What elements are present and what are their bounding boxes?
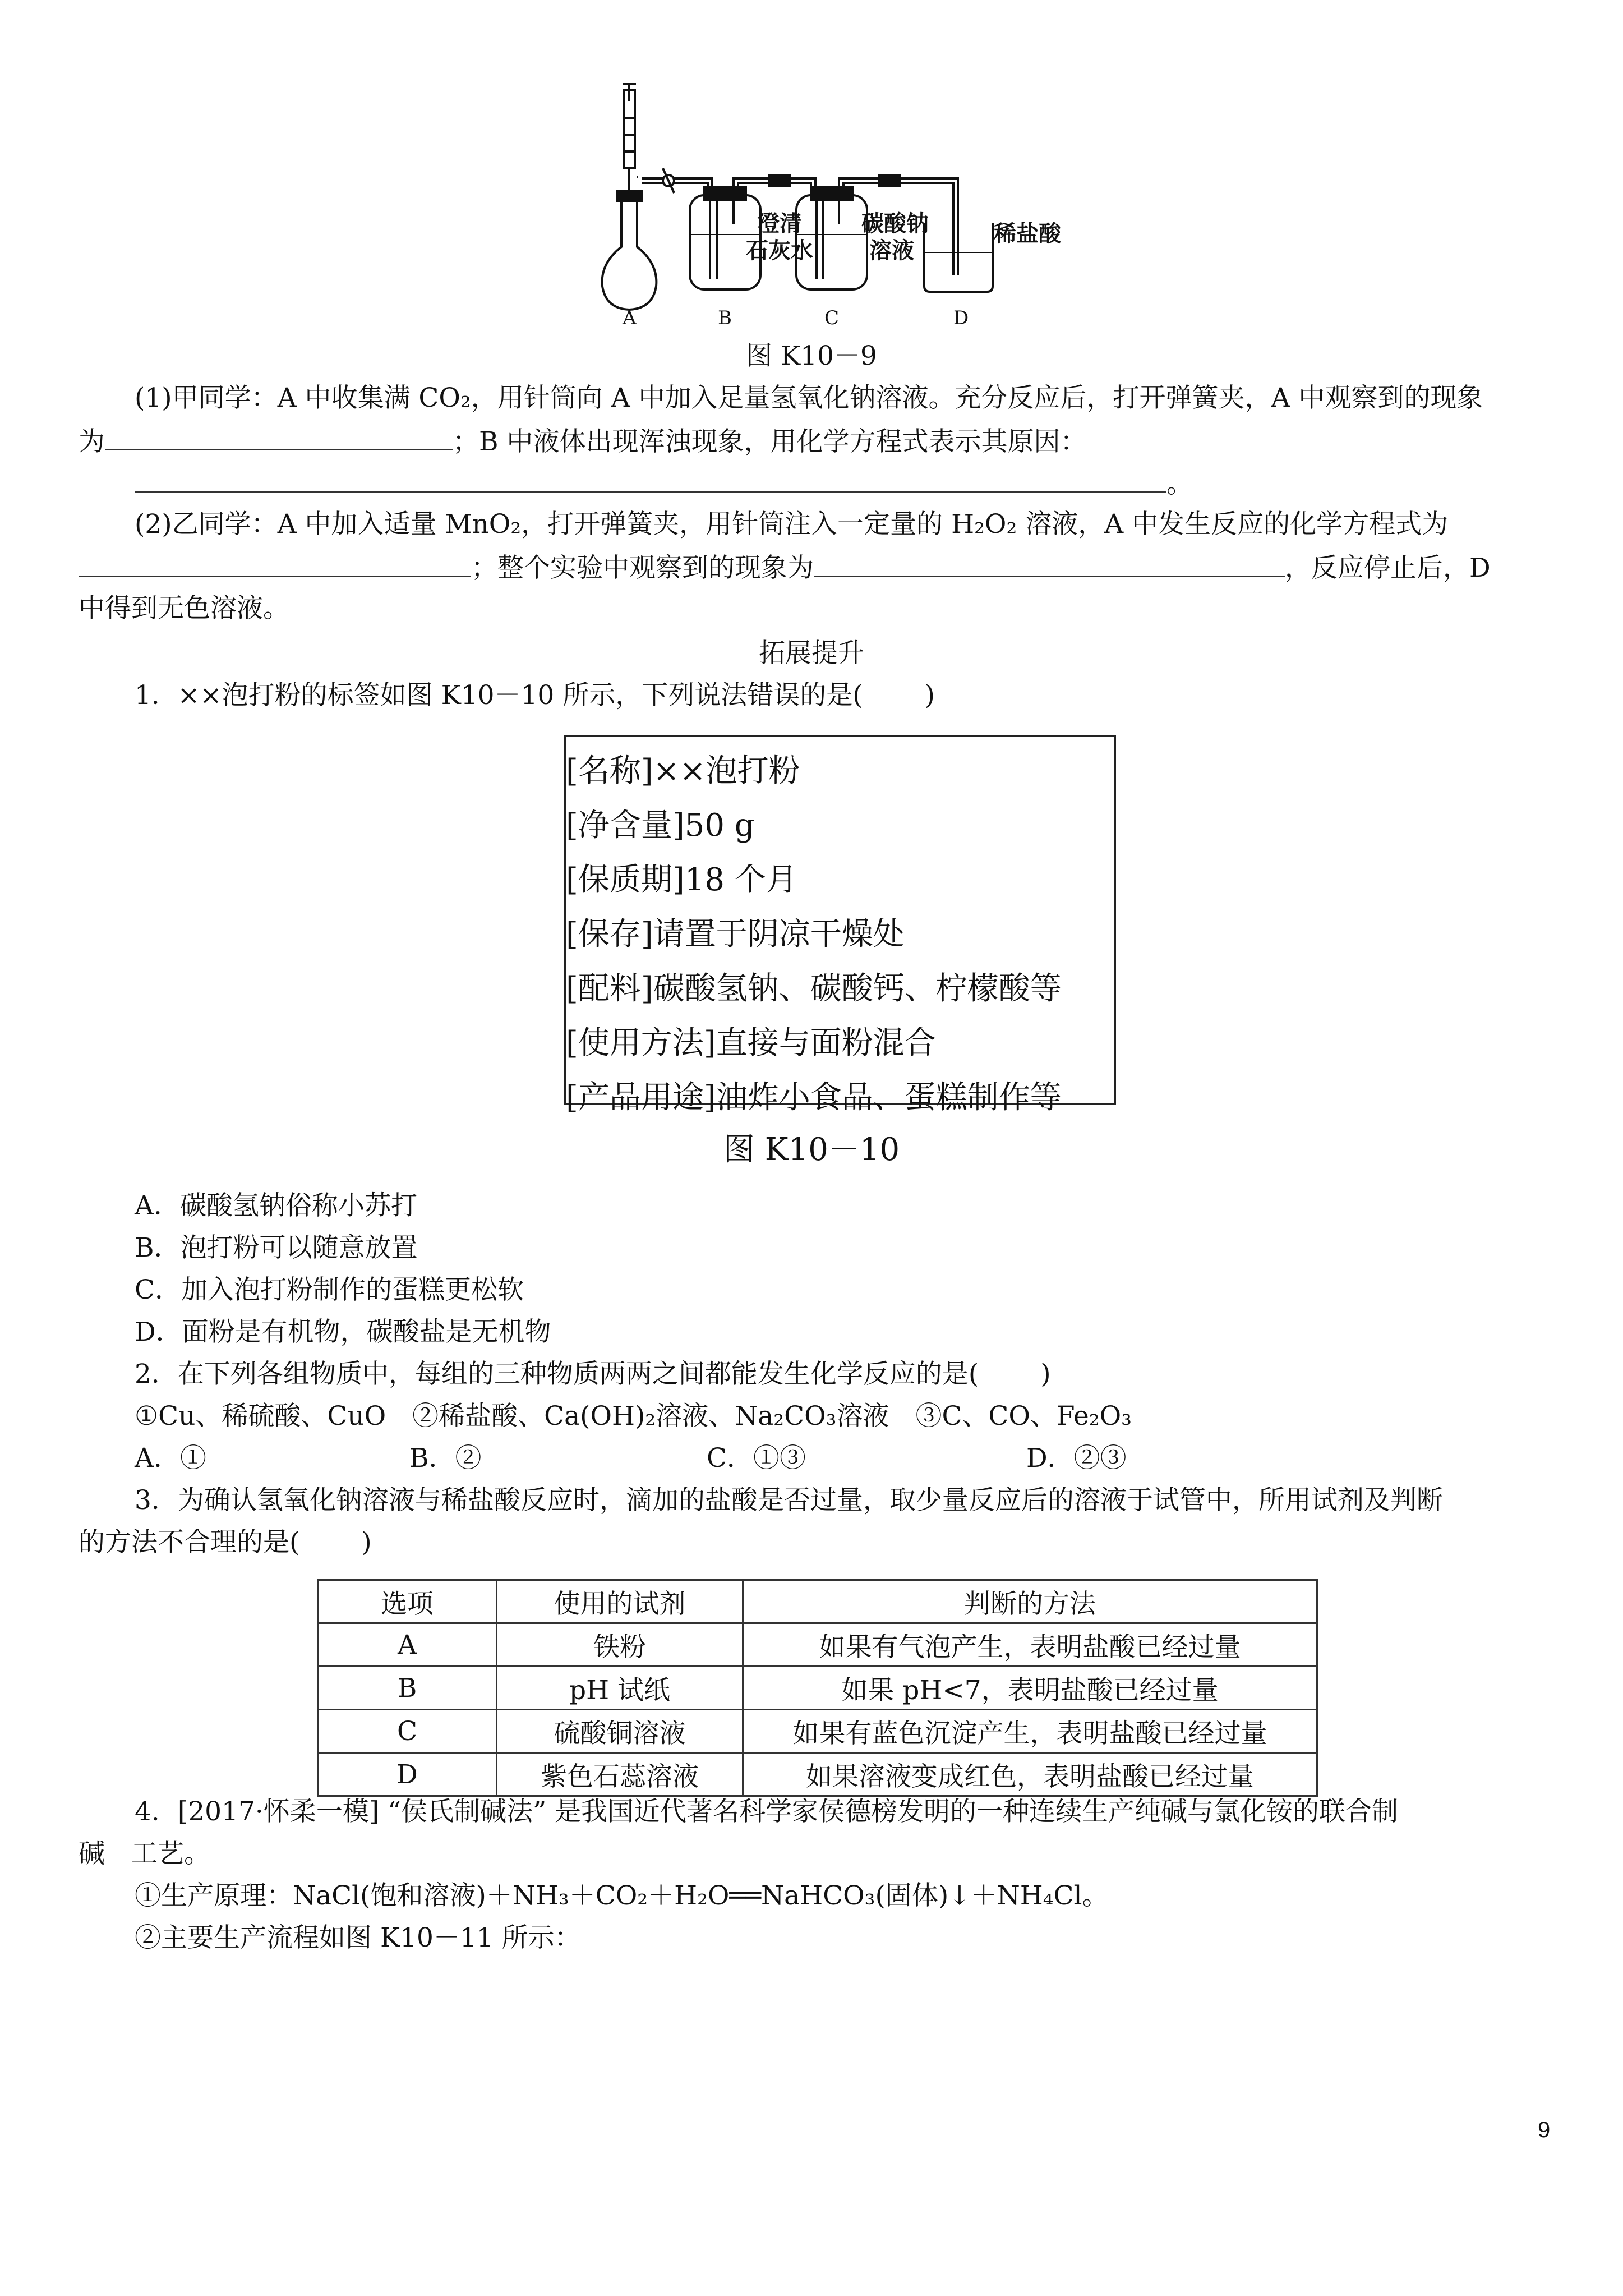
- part2-line3: 中得到无色溶液。: [79, 593, 289, 624]
- q3-options-table: [317, 1579, 1318, 1797]
- table-cell: 如果有气泡产生，表明盐酸已经过量: [743, 1623, 1317, 1667]
- callout-b-line2: 石灰水: [746, 238, 813, 264]
- q3-stem-end: ): [361, 1527, 372, 1558]
- table-header: 使用的试剂: [497, 1580, 743, 1623]
- q1-option-d[interactable]: D．面粉是有机物，碳酸盐是无机物: [135, 1317, 551, 1347]
- q1-option-c[interactable]: C．加入泡打粉制作的蛋糕更松软: [135, 1274, 524, 1305]
- q4-line2: 碱 工艺。: [79, 1838, 210, 1869]
- label-row-net-content: [净含量]50 g: [566, 807, 755, 844]
- syringe: [624, 90, 635, 168]
- section-title: 拓展提升: [759, 638, 864, 669]
- q2-option-b[interactable]: B．②: [409, 1443, 482, 1474]
- table-row: [318, 1623, 1317, 1667]
- q4-line1: 4．[2017·怀柔一模] “侯氏制碱法” 是我国近代著名科学家侯德榜发明的一种连续生产纯碱与氯化铵的联合制: [135, 1796, 1399, 1827]
- vessel-label-d: D: [953, 307, 969, 329]
- q1-stem-end: ): [924, 680, 935, 711]
- table-header: 选项: [318, 1580, 497, 1623]
- label-row-ingredients: [配料]碳酸氢钠、碳酸钙、柠檬酸等: [566, 970, 1062, 1007]
- table-cell: 紫色石蕊溶液: [497, 1753, 743, 1796]
- answer-blank[interactable]: [105, 424, 453, 450]
- table-cell: 铁粉: [497, 1623, 743, 1667]
- answer-blank[interactable]: [135, 466, 1166, 493]
- part2-end: ，反应停止后，D: [1285, 553, 1491, 583]
- part1-line3: [135, 466, 1193, 501]
- table-row: [318, 1710, 1317, 1753]
- part2-line2: [79, 550, 1491, 585]
- q2-stem: [135, 1358, 1051, 1391]
- table-row: [318, 1667, 1317, 1710]
- part2-line1: (2)乙同学：A 中加入适量 MnO₂，打开弹簧夹，用针筒注入一定量的 H₂O₂ 溶液，A 中发生反应的化学方程式为: [135, 509, 1449, 540]
- page-number: 9: [1538, 2118, 1551, 2142]
- table-cell: C: [318, 1710, 497, 1753]
- apparatus-figure: [594, 84, 1061, 329]
- callout-b-line1: 澄清: [757, 211, 802, 237]
- table-cell: A: [318, 1623, 497, 1667]
- table-cell: B: [318, 1667, 497, 1710]
- product-label-box: [564, 735, 1116, 1116]
- table-cell: D: [318, 1753, 497, 1796]
- q1-stem: [135, 679, 935, 712]
- q2-stem-text: 2．在下列各组物质中，每组的三种物质两两之间都能发生化学反应的是(: [135, 1359, 979, 1389]
- part2-mid: ；整个实验中观察到的现象为: [471, 553, 814, 583]
- flask-a: [602, 199, 657, 310]
- table-cell: 如果有蓝色沉淀产生，表明盐酸已经过量: [743, 1710, 1317, 1753]
- q2-option-c[interactable]: C．①③: [707, 1443, 806, 1474]
- callout-c-line1: 碳酸钠: [861, 211, 929, 237]
- part1-line1: (1)甲同学：A 中收集满 CO₂，用针筒向 A 中加入足量氢氧化钠溶液。充分反应后，打开弹簧夹，A 中观察到的现象: [135, 383, 1483, 413]
- label-row-name: [名称]××泡打粉: [566, 753, 800, 789]
- q4-line4: ②主要生产流程如图 K10－11 所示：: [135, 1922, 581, 1953]
- vessel-label-c: C: [824, 307, 840, 329]
- q4-line3: ①生产原理：NaCl(饱和溶液)＋NH₃＋CO₂＋H₂O══NaHCO₃(固体)↓＋NH₄Cl。: [135, 1880, 1109, 1911]
- q2-groups: ①Cu、稀硫酸、CuO ②稀盐酸、Ca(OH)₂溶液、Na₂CO₃溶液 ③C、CO、Fe₂O₃: [135, 1401, 1132, 1432]
- part1-line2: [79, 424, 1086, 459]
- part1-end: 。: [1166, 468, 1193, 499]
- table-row: [318, 1753, 1317, 1796]
- q1-option-b[interactable]: B．泡打粉可以随意放置: [135, 1232, 418, 1263]
- callout-c-line2: 溶液: [869, 238, 914, 264]
- table-header: 判断的方法: [743, 1580, 1317, 1623]
- figure-10-caption: 图 K10－10: [723, 1131, 900, 1168]
- answer-blank[interactable]: [814, 550, 1285, 577]
- label-row-storage: [保存]请置于阴凉干燥处: [566, 916, 905, 953]
- label-row-shelf-life: [保质期]18 个月: [566, 862, 797, 898]
- label-row-purpose: [产品用途]油炸小食品、蛋糕制作等: [566, 1079, 1062, 1116]
- table-cell: pH 试纸: [497, 1667, 743, 1710]
- figure-9-caption: 图 K10－9: [746, 341, 877, 371]
- q2-stem-end: ): [1040, 1359, 1051, 1389]
- part1-suffix: ；B 中液体出现浑浊现象，用化学方程式表示其原因：: [453, 426, 1087, 457]
- q1-stem-text: 1．××泡打粉的标签如图 K10－10 所示，下列说法错误的是(: [135, 680, 863, 711]
- vessel-label-b: B: [718, 307, 732, 329]
- callout-d: 稀盐酸: [994, 221, 1061, 247]
- part1-prefix: 为: [79, 426, 105, 457]
- q2-option-d[interactable]: D．②③: [1026, 1443, 1127, 1474]
- table-header-row: [318, 1580, 1317, 1623]
- vessel-label-a: A: [623, 307, 637, 329]
- table-cell: 硫酸铜溶液: [497, 1710, 743, 1753]
- q3-stem-line2: [79, 1526, 372, 1559]
- table-cell: 如果 pH<7，表明盐酸已经过量: [743, 1667, 1317, 1710]
- q2-option-a[interactable]: A．①: [135, 1443, 206, 1474]
- q1-option-a[interactable]: A．碳酸氢钠俗称小苏打: [135, 1190, 417, 1221]
- table-cell: 如果溶液变成红色，表明盐酸已经过量: [743, 1753, 1317, 1796]
- label-row-usage: [使用方法]直接与面粉混合: [566, 1025, 936, 1061]
- q3-stem-line1: 3．为确认氢氧化钠溶液与稀盐酸反应时，滴加的盐酸是否过量，取少量反应后的溶液于试管中，所用试剂及判断: [135, 1485, 1443, 1516]
- q3-stem-text: 的方法不合理的是(: [79, 1527, 300, 1558]
- answer-blank[interactable]: [79, 550, 471, 577]
